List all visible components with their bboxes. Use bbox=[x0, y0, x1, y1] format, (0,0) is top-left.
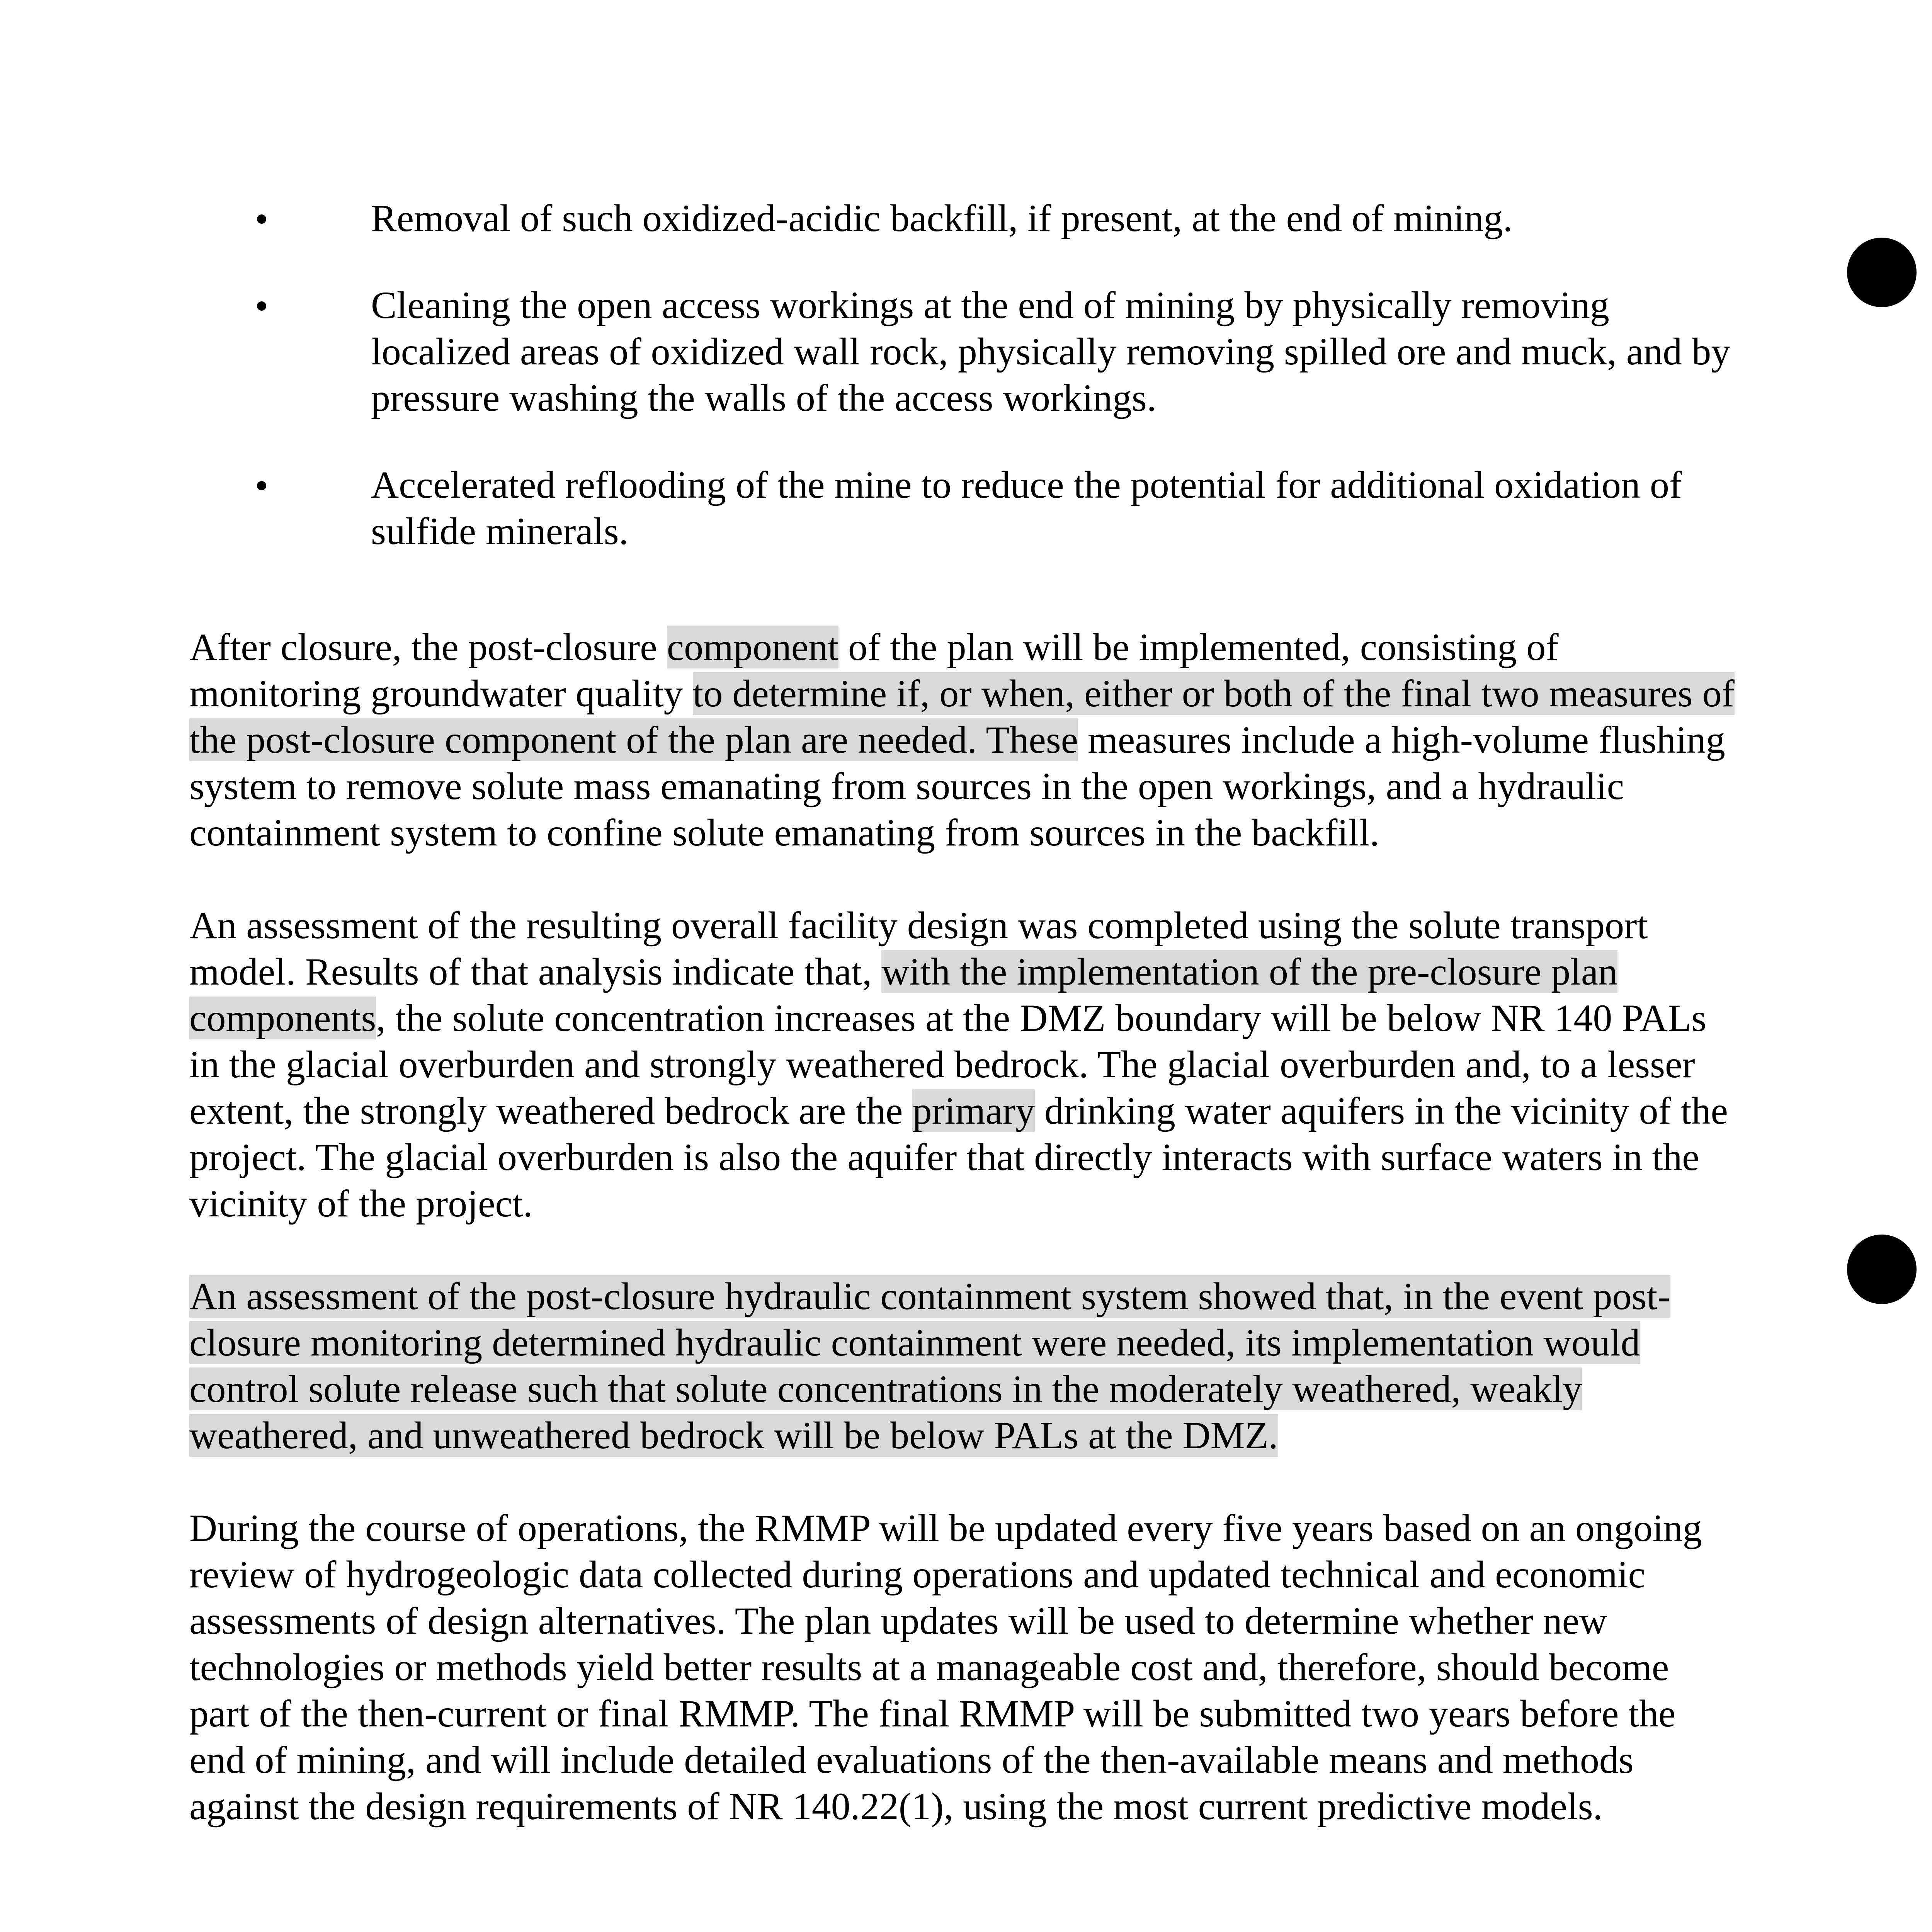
text-run: After closure, the post-closure bbox=[189, 626, 667, 668]
highlighted-text: to determine if, or when, either or both of the final two measures of the post-closure component of the plan are needed. These bbox=[189, 672, 1735, 761]
bullet-item bbox=[189, 195, 1735, 242]
highlighted-text: An assessment of the post-closure hydraulic containment system showed that, in the event post-closure monitoring determined hydraulic containment were needed, its implementation would control solute release such that solute concentrations in the moderately weathered, weakly weathered, and unweathered bedrock will be below PALs at the DMZ. bbox=[189, 1275, 1670, 1457]
text-run: During the course of operations, the RMMP will be updated every five years based on an ongoing review of hydrogeologic data collected during operations and updated technical and economic assessments of design alternatives. The plan updates will be used to determine whether new technologies or methods yield better results at a manageable cost and, therefore, should become part of the then-current or final RMMP. The final RMMP will be submitted two years before the end of mining, and will include detailed evaluations of the then-available means and methods against the design requirements of NR 140.22(1), using the most current predictive models. bbox=[189, 1507, 1702, 1828]
paragraph-post-closure bbox=[189, 624, 1735, 856]
bullet-list bbox=[189, 195, 1735, 595]
bullet-text: Cleaning the open access workings at the end of mining by physically removing localized areas of oxidized wall rock, physically removing spilled ore and muck, and by pressure washing the walls of the access workings. bbox=[371, 284, 1731, 419]
binder-hole-icon bbox=[1847, 1235, 1917, 1304]
text-run: , the solute concentration increases at the DMZ boundary will be below NR 140 PALs in the glacial overburden and strongly weathered bedrock. The glacial overburden and, to a lesser extent, the strongly weathered bedrock are the bbox=[189, 997, 1707, 1132]
paragraph-hydraulic-containment bbox=[189, 1273, 1735, 1459]
bullet-dot-icon bbox=[257, 481, 266, 490]
bullet-item bbox=[189, 462, 1735, 554]
bullet-dot-icon bbox=[257, 301, 266, 311]
paragraph-operations bbox=[189, 1505, 1735, 1830]
text-run: of the plan will be implemented, consisting of monitoring groundwater quality bbox=[189, 626, 1559, 715]
text-run: measures include a high-volume flushing system to remove solute mass emanating from sources in the open workings, and a hydraulic containment system to confine solute emanating from sources in the backfill. bbox=[189, 718, 1725, 854]
highlighted-text: primary bbox=[912, 1089, 1035, 1132]
highlighted-text: with the implementation of the pre-closure plan components bbox=[189, 950, 1618, 1039]
bullet-item bbox=[189, 282, 1735, 421]
bullet-text: Removal of such oxidized-acidic backfill, if present, at the end of mining. bbox=[371, 197, 1513, 240]
bullet-text: Accelerated reflooding of the mine to reduce the potential for additional oxidation of sulfide minerals. bbox=[371, 463, 1682, 553]
text-run: An assessment of the resulting overall facility design was completed using the solute transport model. Results of that analysis indicate that, bbox=[189, 904, 1648, 993]
paragraph-assessment-overall bbox=[189, 902, 1735, 1227]
bullet-dot-icon bbox=[257, 214, 266, 224]
binder-hole-icon bbox=[1847, 238, 1917, 307]
highlighted-text: component bbox=[667, 626, 839, 668]
text-run: drinking water aquifers in the vicinity of the project. The glacial overburden is also the aquifer that directly interacts with surface waters in the vicinity of the project. bbox=[189, 1089, 1728, 1225]
